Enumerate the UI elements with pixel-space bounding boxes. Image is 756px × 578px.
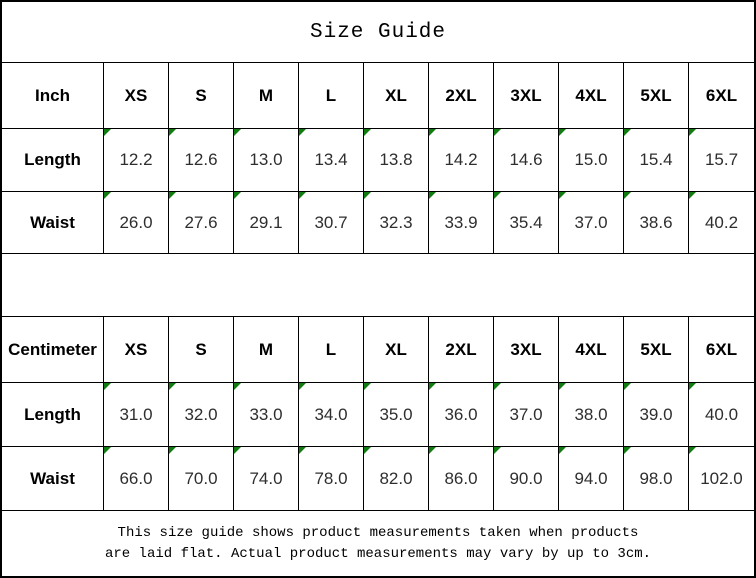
value-cell: [299, 447, 364, 511]
cell-corner-marker-icon: [364, 447, 371, 454]
cell-corner-marker-icon: [559, 383, 566, 390]
cell-corner-marker-icon: [234, 383, 241, 390]
value-cell: [559, 383, 624, 447]
value-text: 15.7: [704, 150, 739, 169]
value-cell: [364, 129, 429, 192]
cell-corner-marker-icon: [429, 447, 436, 454]
value-text: 98.0: [639, 468, 673, 488]
size-header-4xl: 4XL: [559, 317, 624, 383]
cell-corner-marker-icon: [494, 383, 501, 390]
cell-corner-marker-icon: [689, 129, 696, 136]
footer-note: [2, 511, 754, 576]
value-text: 36.0: [444, 404, 478, 424]
size-header-s: S: [169, 63, 234, 129]
value-text: 14.2: [444, 150, 478, 169]
value-cell: [689, 383, 754, 447]
value-text: 90.0: [509, 468, 543, 488]
value-text: 78.0: [314, 468, 348, 488]
value-cell: [234, 447, 299, 511]
value-cell: [299, 383, 364, 447]
size-header-xs: XS: [104, 63, 169, 129]
value-text: 34.0: [314, 404, 348, 424]
value-cell: [494, 129, 559, 192]
value-text: 35.0: [379, 404, 413, 424]
value-text: 13.4: [314, 150, 348, 169]
unit-label-inch: Inch: [2, 63, 104, 129]
value-text: 37.0: [574, 212, 608, 232]
cell-corner-marker-icon: [624, 447, 631, 454]
value-cell: [364, 192, 429, 254]
value-cell: [364, 383, 429, 447]
value-text: 12.2: [119, 150, 153, 169]
value-cell: [234, 192, 299, 254]
cell-corner-marker-icon: [299, 383, 306, 390]
size-header-2xl: 2XL: [429, 63, 494, 129]
value-cell: [624, 383, 689, 447]
size-header-xl: XL: [364, 317, 429, 383]
size-header-5xl: 5XL: [624, 317, 689, 383]
cell-corner-marker-icon: [104, 383, 111, 390]
value-text: 15.0: [574, 150, 608, 169]
value-cell: [169, 447, 234, 511]
value-text: 38.0: [574, 404, 608, 424]
value-text: 32.0: [184, 404, 218, 424]
cell-corner-marker-icon: [104, 447, 111, 454]
footer-line-2: are laid flat. Actual product measurements may vary by up to 3cm.: [104, 545, 652, 562]
cell-corner-marker-icon: [364, 383, 371, 390]
value-text: 12.6: [184, 150, 218, 169]
size-header-m: M: [234, 317, 299, 383]
size-header-3xl: 3XL: [494, 317, 559, 383]
value-cell: [299, 129, 364, 192]
value-cell: [429, 383, 494, 447]
unit-label-centimeter: Centimeter: [2, 317, 104, 383]
row-label-waist: Waist: [2, 192, 104, 254]
row-label-waist: Waist: [2, 447, 104, 511]
cell-corner-marker-icon: [299, 129, 306, 136]
value-text: 70.0: [184, 468, 218, 488]
footer-line-1: This size guide shows product measurements taken when products: [117, 525, 639, 542]
size-header-xs: XS: [104, 317, 169, 383]
value-cell: [429, 192, 494, 254]
value-text: 30.7: [314, 212, 348, 232]
value-cell: [624, 129, 689, 192]
value-text: 26.0: [119, 212, 153, 232]
cell-corner-marker-icon: [169, 447, 176, 454]
value-cell: [169, 383, 234, 447]
cell-corner-marker-icon: [169, 383, 176, 390]
value-text: 39.0: [639, 404, 673, 424]
cell-corner-marker-icon: [689, 383, 696, 390]
cell-corner-marker-icon: [364, 129, 371, 136]
value-cell: [169, 192, 234, 254]
value-text: 86.0: [444, 468, 478, 488]
cell-corner-marker-icon: [494, 192, 501, 199]
cell-corner-marker-icon: [559, 447, 566, 454]
cell-corner-marker-icon: [559, 129, 566, 136]
value-cell: [169, 129, 234, 192]
value-cell: [689, 192, 754, 254]
value-text: 33.0: [249, 404, 283, 424]
size-header-m: M: [234, 63, 299, 129]
size-header-l: L: [299, 63, 364, 129]
value-cell: [494, 447, 559, 511]
cell-corner-marker-icon: [234, 129, 241, 136]
value-cell: [234, 129, 299, 192]
size-header-xl: XL: [364, 63, 429, 129]
value-text: 74.0: [249, 468, 283, 488]
value-text: 35.4: [509, 212, 543, 232]
value-cell: [364, 447, 429, 511]
cell-corner-marker-icon: [234, 192, 241, 199]
value-text: 94.0: [574, 468, 608, 488]
size-header-5xl: 5XL: [624, 63, 689, 129]
cell-corner-marker-icon: [494, 447, 501, 454]
value-cell: [299, 192, 364, 254]
size-header-l: L: [299, 317, 364, 383]
cell-corner-marker-icon: [689, 192, 696, 199]
cell-corner-marker-icon: [364, 192, 371, 199]
cell-corner-marker-icon: [299, 192, 306, 199]
cell-corner-marker-icon: [429, 383, 436, 390]
value-text: 38.6: [639, 212, 673, 232]
row-label-length: Length: [2, 383, 104, 447]
value-cell: [104, 447, 169, 511]
value-text: 13.8: [379, 150, 413, 169]
size-header-3xl: 3XL: [494, 63, 559, 129]
cell-corner-marker-icon: [104, 129, 111, 136]
value-cell: [559, 129, 624, 192]
size-header-6xl: 6XL: [689, 317, 754, 383]
cell-corner-marker-icon: [624, 383, 631, 390]
value-cell: [429, 129, 494, 192]
value-cell: [104, 383, 169, 447]
cell-corner-marker-icon: [299, 447, 306, 454]
cell-corner-marker-icon: [169, 192, 176, 199]
value-text: 32.3: [379, 212, 413, 232]
spacer-row: [2, 254, 754, 317]
cell-corner-marker-icon: [169, 129, 176, 136]
value-cell: [494, 383, 559, 447]
value-cell: [559, 192, 624, 254]
size-header-6xl: 6XL: [689, 63, 754, 129]
cell-corner-marker-icon: [494, 129, 501, 136]
value-cell: [429, 447, 494, 511]
value-cell: [104, 129, 169, 192]
value-text: 14.6: [509, 150, 543, 169]
value-cell: [104, 192, 169, 254]
size-header-2xl: 2XL: [429, 317, 494, 383]
value-cell: [624, 192, 689, 254]
cell-corner-marker-icon: [559, 192, 566, 199]
value-text: 40.0: [704, 404, 739, 424]
value-text: 29.1: [249, 212, 283, 232]
value-cell: [494, 192, 559, 254]
value-text: 37.0: [509, 404, 543, 424]
value-cell: [234, 383, 299, 447]
value-text: 40.2: [704, 212, 739, 232]
value-text: 15.4: [639, 150, 673, 169]
cell-corner-marker-icon: [689, 447, 696, 454]
size-header-s: S: [169, 317, 234, 383]
cell-corner-marker-icon: [429, 129, 436, 136]
row-label-length: Length: [2, 129, 104, 192]
value-text: 13.0: [249, 150, 283, 169]
value-text: 31.0: [119, 404, 153, 424]
value-cell: [689, 447, 754, 511]
size-header-4xl: 4XL: [559, 63, 624, 129]
value-text: 82.0: [379, 468, 413, 488]
cell-corner-marker-icon: [104, 192, 111, 199]
value-text: 27.6: [184, 212, 218, 232]
value-text: 66.0: [119, 468, 153, 488]
value-cell: [559, 447, 624, 511]
cell-corner-marker-icon: [624, 192, 631, 199]
value-cell: [689, 129, 754, 192]
value-text: 33.9: [444, 212, 478, 232]
value-cell: [624, 447, 689, 511]
cell-corner-marker-icon: [429, 192, 436, 199]
cell-corner-marker-icon: [234, 447, 241, 454]
value-text: 102.0: [700, 468, 743, 488]
page-title: Size Guide: [2, 2, 754, 63]
cell-corner-marker-icon: [624, 129, 631, 136]
